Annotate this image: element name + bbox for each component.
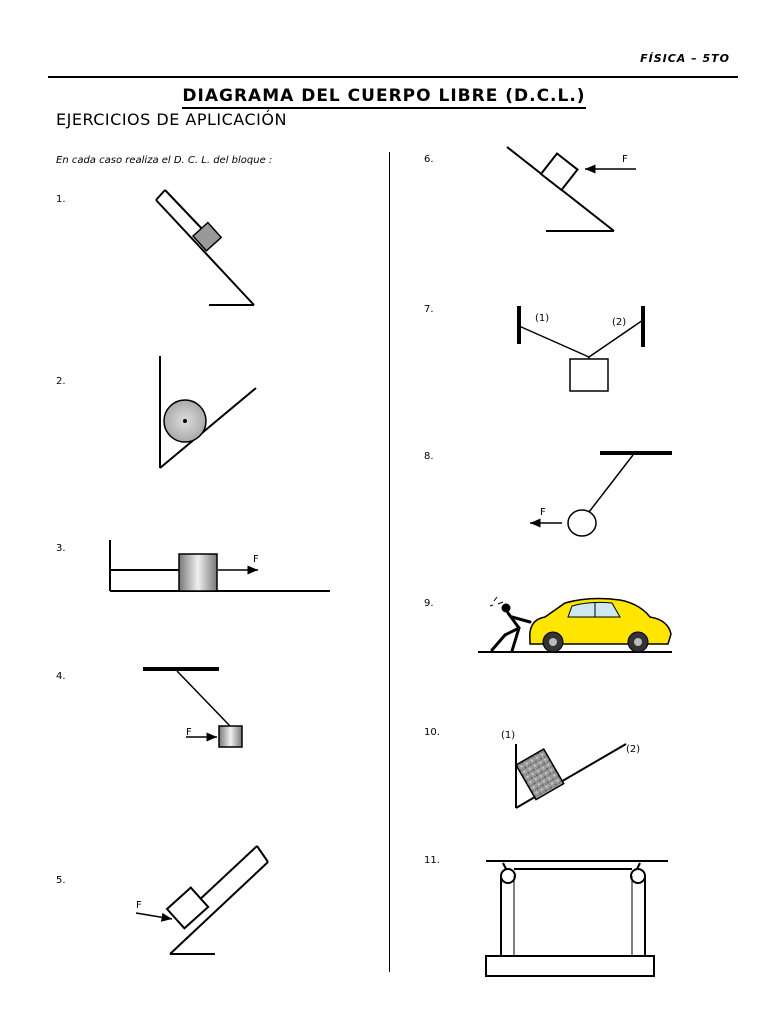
exercise-11-number: 11.	[424, 855, 440, 866]
block	[179, 554, 217, 591]
exercise-8-force-label: F	[540, 507, 546, 518]
left-pulley	[501, 869, 515, 883]
block	[167, 888, 208, 929]
section-subtitle: EJERCICIOS DE APLICACIÓN	[56, 110, 287, 129]
block	[193, 223, 221, 251]
rope-line	[177, 671, 230, 726]
exercise-9-number: 9.	[424, 598, 434, 609]
exercise-6-force-label: F	[622, 154, 628, 165]
exercise-11-diagram	[486, 861, 668, 976]
exercise-1-number: 1.	[56, 194, 66, 205]
exercise-1-diagram	[156, 190, 254, 305]
incline-line	[156, 200, 254, 305]
left-pulley-mount	[503, 863, 506, 869]
exercise-4-number: 4.	[56, 671, 66, 682]
exercise-10-diagram	[516, 744, 626, 808]
exercise-2-number: 2.	[56, 376, 66, 387]
exercise-10-label-2: (2)	[626, 744, 641, 755]
title-text: DIAGRAMA DEL CUERPO LIBRE (D.C.L.)	[182, 86, 585, 109]
rope-line	[196, 846, 257, 903]
exercise-9-diagram	[478, 597, 672, 652]
rope-1	[519, 326, 589, 357]
exercise-8-diagram	[530, 453, 672, 536]
exercise-7-number: 7.	[424, 304, 434, 315]
exercise-4-diagram	[143, 669, 242, 747]
exercise-6-diagram	[507, 147, 636, 231]
platform	[486, 956, 654, 976]
exercise-7-label-1: (1)	[535, 313, 550, 324]
ball-center	[183, 419, 187, 423]
right-pulley-mount	[637, 863, 640, 869]
exercise-5-force-label: F	[136, 900, 142, 911]
force-arrow	[136, 913, 172, 919]
block	[516, 749, 564, 800]
exercise-10-label-1: (1)	[501, 730, 516, 741]
exercise-10-number: 10.	[424, 727, 440, 738]
car-windows	[568, 602, 620, 617]
exercise-3-number: 3.	[56, 543, 66, 554]
rope-line	[589, 455, 633, 512]
right-pulley	[631, 869, 645, 883]
exercise-6-number: 6.	[424, 154, 434, 165]
exercise-5-number: 5.	[56, 875, 66, 886]
person-figure	[492, 604, 530, 652]
exercise-3-diagram	[110, 540, 330, 591]
car-front-hub	[549, 638, 557, 646]
rope-line	[165, 190, 205, 232]
course-label: FÍSICA – 5TO	[640, 52, 730, 65]
top-stub	[257, 846, 268, 862]
exercise-4-force-label: F	[186, 727, 192, 738]
exercise-5-diagram	[136, 846, 268, 954]
instruction-text: En cada caso realiza el D. C. L. del bloque :	[56, 155, 273, 166]
effort-marks	[490, 597, 503, 606]
block	[570, 359, 608, 391]
car-rear-hub	[634, 638, 642, 646]
block	[219, 726, 242, 747]
bob	[568, 510, 596, 536]
exercise-2-diagram	[160, 356, 256, 468]
exercise-3-force-label: F	[253, 554, 259, 565]
exercise-8-number: 8.	[424, 451, 434, 462]
wall-stub	[156, 190, 165, 200]
exercise-7-label-2: (2)	[612, 317, 627, 328]
block	[541, 154, 577, 190]
